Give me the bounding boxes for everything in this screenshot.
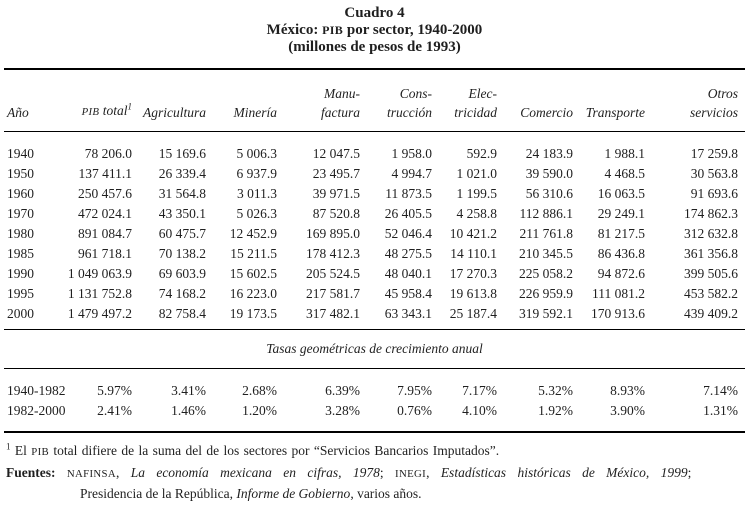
value-cell: 70 138.2	[158, 246, 206, 261]
table-row	[4, 164, 745, 184]
table-unit-note: (millones de pesos de 1993)	[288, 39, 461, 55]
value-cell: 16 223.0	[229, 286, 277, 301]
growth-value-cell: 7.95%	[397, 383, 432, 398]
growth-section-title: Tasas geométricas de crecimiento anual	[4, 330, 745, 369]
value-cell: 52 046.4	[384, 226, 432, 241]
value-cell: 170 913.6	[591, 306, 645, 321]
year-cell: 1940	[7, 146, 34, 161]
value-cell: 205 524.5	[306, 266, 360, 281]
value-cell: 211 761.8	[519, 226, 573, 241]
growth-value-cell: 6.39%	[325, 383, 360, 398]
value-cell: 317 482.1	[306, 306, 360, 321]
value-cell: 1 988.1	[604, 146, 645, 161]
growth-value-cell: 3.41%	[171, 383, 206, 398]
value-cell: 74 168.2	[158, 286, 206, 301]
table-row	[4, 204, 745, 224]
growth-value-cell: 3.90%	[610, 403, 645, 418]
value-cell: 5 006.3	[236, 146, 277, 161]
year-cell: 1950	[7, 166, 34, 181]
year-cell: 2000	[7, 306, 34, 321]
year-cell: 1960	[7, 186, 34, 201]
footnotes	[4, 441, 751, 504]
year-cell: 1995	[7, 286, 34, 301]
growth-value-cell: 2.68%	[242, 383, 277, 398]
value-cell: 169 895.0	[306, 226, 360, 241]
value-cell: 112 886.1	[519, 206, 573, 221]
table-row	[4, 304, 745, 330]
value-cell: 137 411.1	[78, 166, 132, 181]
period-cell: 1940-1982	[7, 383, 66, 398]
value-cell: 226 959.9	[519, 286, 573, 301]
period-cell: 1982-2000	[7, 403, 66, 418]
value-cell: 15 169.6	[158, 146, 206, 161]
value-cell: 17 259.8	[690, 146, 738, 161]
value-cell: 472 024.1	[78, 206, 132, 221]
value-cell: 3 011.3	[237, 186, 277, 201]
value-cell: 39 971.5	[312, 186, 360, 201]
table-row	[4, 132, 745, 165]
growth-row	[4, 369, 745, 402]
growth-value-cell: 0.76%	[397, 403, 432, 418]
value-cell: 592.9	[466, 146, 497, 161]
value-cell: 453 582.2	[684, 286, 738, 301]
value-cell: 1 958.0	[391, 146, 432, 161]
value-cell: 1 021.0	[456, 166, 497, 181]
value-cell: 30 563.8	[690, 166, 738, 181]
value-cell: 15 211.5	[230, 246, 277, 261]
value-cell: 48 040.1	[384, 266, 432, 281]
value-cell: 14 110.1	[450, 246, 497, 261]
value-cell: 312 632.8	[684, 226, 738, 241]
value-cell: 25 187.4	[449, 306, 497, 321]
growth-value-cell: 1.20%	[242, 403, 277, 418]
value-cell: 31 564.8	[158, 186, 206, 201]
value-cell: 15 602.5	[229, 266, 277, 281]
value-cell: 39 590.0	[525, 166, 573, 181]
value-cell: 19 613.8	[449, 286, 497, 301]
growth-value-cell: 5.97%	[97, 383, 132, 398]
sources-line-2: Presidencia de la República, Informe de Gobierno, varios años.	[80, 486, 422, 501]
year-cell: 1990	[7, 266, 34, 281]
value-cell: 17 270.3	[449, 266, 497, 281]
value-cell: 4 468.5	[604, 166, 645, 181]
value-cell: 178 412.3	[306, 246, 360, 261]
growth-value-cell: 3.28%	[325, 403, 360, 418]
value-cell: 217 581.7	[306, 286, 360, 301]
value-cell: 6 937.9	[236, 166, 277, 181]
value-cell: 94 872.6	[597, 266, 645, 281]
value-cell: 23 495.7	[312, 166, 360, 181]
value-cell: 439 409.2	[684, 306, 738, 321]
year-cell: 1970	[7, 206, 34, 221]
value-cell: 56 310.6	[525, 186, 573, 201]
table-row	[4, 264, 745, 284]
header-row	[4, 69, 745, 132]
value-cell: 111 081.2	[592, 286, 645, 301]
column-header-transporte: Transporte	[573, 69, 645, 132]
growth-value-cell: 5.32%	[538, 383, 573, 398]
value-cell: 45 958.4	[384, 286, 432, 301]
growth-value-cell: 1.92%	[538, 403, 573, 418]
table-row	[4, 224, 745, 244]
value-cell: 361 356.8	[684, 246, 738, 261]
table-subtitle: México: PIB por sector, 1940-2000	[266, 22, 483, 38]
value-cell: 1 049 063.9	[67, 266, 132, 281]
growth-section-row	[4, 330, 745, 369]
title-block	[4, 5, 745, 56]
value-cell: 1 199.5	[456, 186, 497, 201]
data-rows	[4, 132, 745, 330]
year-cell: 1985	[7, 246, 34, 261]
value-cell: 26 405.5	[384, 206, 432, 221]
value-cell: 1 479 497.2	[67, 306, 132, 321]
value-cell: 225 058.2	[519, 266, 573, 281]
value-cell: 10 421.2	[449, 226, 497, 241]
value-cell: 26 339.4	[158, 166, 206, 181]
column-header-comercio: Comercio	[497, 69, 573, 132]
value-cell: 16 063.5	[597, 186, 645, 201]
value-cell: 174 862.3	[684, 206, 738, 221]
value-cell: 86 436.8	[597, 246, 645, 261]
column-header-manufactura: Manu- factura	[277, 69, 360, 132]
pib-by-sector-table	[4, 68, 745, 433]
value-cell: 11 873.5	[385, 186, 432, 201]
value-cell: 399 505.6	[684, 266, 738, 281]
growth-value-cell: 1.31%	[703, 403, 738, 418]
column-header-otros-servicios: Otros servicios	[645, 69, 745, 132]
value-cell: 319 592.1	[519, 306, 573, 321]
growth-value-cell: 2.41%	[97, 403, 132, 418]
growth-value-cell: 7.17%	[462, 383, 497, 398]
column-header-pib-total: PIB total$^1$	[60, 69, 132, 132]
growth-rows	[4, 369, 745, 433]
value-cell: 48 275.5	[384, 246, 432, 261]
value-cell: 961 718.1	[78, 246, 132, 261]
value-cell: 91 693.6	[690, 186, 738, 201]
value-cell: 63 343.1	[384, 306, 432, 321]
value-cell: 1 131 752.8	[67, 286, 132, 301]
column-header-electricidad: Elec- tricidad	[432, 69, 497, 132]
growth-value-cell: 4.10%	[462, 403, 497, 418]
table-row	[4, 184, 745, 204]
value-cell: 24 183.9	[525, 146, 573, 161]
value-cell: 60 475.7	[158, 226, 206, 241]
sources-line-1: Fuentes: NAFINSA, La economía mexicana en cifras, 1978; INEGI, Estadísticas históricas de México, 1999;	[6, 464, 692, 480]
value-cell: 4 994.7	[391, 166, 432, 181]
value-cell: 4 258.8	[456, 206, 497, 221]
value-cell: 87 520.8	[312, 206, 360, 221]
table-caption: Cuadro 4	[344, 5, 405, 21]
year-cell: 1980	[7, 226, 34, 241]
value-cell: 250 457.6	[78, 186, 132, 201]
value-cell: 81 217.5	[597, 226, 645, 241]
value-cell: 891 084.7	[78, 226, 132, 241]
table-row	[4, 284, 745, 304]
value-cell: 12 047.5	[312, 146, 360, 161]
growth-value-cell: 1.46%	[171, 403, 206, 418]
value-cell: 69 603.9	[158, 266, 206, 281]
table-row	[4, 244, 745, 264]
value-cell: 82 758.4	[158, 306, 206, 321]
column-header-ano: Año	[4, 69, 60, 132]
growth-value-cell: 8.93%	[610, 383, 645, 398]
value-cell: 19 173.5	[229, 306, 277, 321]
value-cell: 78 206.0	[84, 146, 132, 161]
value-cell: 29 249.1	[597, 206, 645, 221]
column-header-construccion: Cons- trucción	[360, 69, 432, 132]
value-cell: 210 345.5	[519, 246, 573, 261]
footnote-1: $^1$ El PIB total difiere de la suma del de los sectores por “Servicios Bancarios Imputados”.	[6, 441, 500, 458]
growth-row	[4, 401, 745, 432]
value-cell: 5 026.3	[236, 206, 277, 221]
value-cell: 43 350.1	[158, 206, 206, 221]
value-cell: 12 452.9	[229, 226, 277, 241]
column-header-mineria: Minería	[206, 69, 277, 132]
column-header-agricultura: Agricultura	[132, 69, 206, 132]
growth-value-cell: 7.14%	[703, 383, 738, 398]
